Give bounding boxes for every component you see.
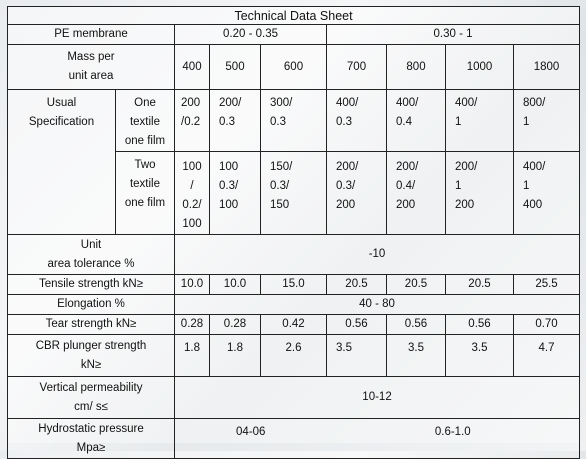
tensile-value: 20.5 — [387, 275, 446, 295]
mass-value: 400 — [175, 45, 210, 90]
tensile-label: Tensile strength kN≥ — [8, 275, 175, 295]
tear-value: 0.28 — [175, 315, 210, 335]
tensile-value: 20.5 — [327, 275, 387, 295]
tear-label: Tear strength kN≥ — [8, 315, 175, 335]
mass-value: 1000 — [446, 45, 514, 90]
two-textile-value: 200/ 0.3/ 200 — [327, 152, 387, 235]
page-title: Technical Data Sheet — [8, 7, 580, 25]
cbr-value: 2.6 — [261, 335, 327, 377]
vertical-permeability-label: Vertical permeability cm/ s≤ — [8, 377, 175, 419]
unit-tolerance-label: Unit area tolerance % — [8, 235, 175, 275]
usual-spec-label: Usual Specification — [8, 90, 116, 235]
cbr-value: 4.7 — [514, 335, 580, 377]
one-textile-value: 200 /0.2 — [175, 90, 210, 152]
hydrostatic-value-high: 0.6-1.0 — [327, 419, 580, 459]
tensile-value: 20.5 — [446, 275, 514, 295]
data-table — [7, 6, 580, 459]
hydrostatic-label: Hydrostatic pressure Mpa≥ — [8, 419, 175, 459]
two-textile-value: 150/ 0.3/ 150 — [261, 152, 327, 235]
tensile-value: 10.0 — [175, 275, 210, 295]
cbr-value: 3.5 — [327, 335, 387, 377]
tear-value: 0.42 — [261, 315, 327, 335]
cbr-label: CBR plunger strength kN≥ — [8, 335, 175, 377]
pe-membrane-label: PE membrane — [8, 25, 175, 45]
elongation-value: 40 - 80 — [175, 295, 580, 315]
vertical-permeability-value: 10-12 — [175, 377, 580, 419]
mass-value: 500 — [210, 45, 261, 90]
tear-value: 0.56 — [387, 315, 446, 335]
pe-range-high: 0.30 - 1 — [327, 25, 580, 45]
elongation-label: Elongation % — [8, 295, 175, 315]
technical-data-sheet — [7, 6, 579, 454]
tensile-value: 15.0 — [261, 275, 327, 295]
one-textile-value: 400/ 1 — [446, 90, 514, 152]
pe-range-low: 0.20 - 0.35 — [175, 25, 327, 45]
one-textile-value: 400/ 0.3 — [327, 90, 387, 152]
tear-value: 0.70 — [514, 315, 580, 335]
two-textile-value: 200/ 0.4/ 200 — [387, 152, 446, 235]
two-textile-value: 200/ 1 200 — [446, 152, 514, 235]
two-textile-value: 100 / 0.2/ 100 — [175, 152, 210, 235]
one-textile-value: 300/ 0.3 — [261, 90, 327, 152]
two-textile-value: 100 0.3/ 100 — [210, 152, 261, 235]
tear-value: 0.56 — [446, 315, 514, 335]
one-textile-label: One textile one film — [116, 90, 175, 152]
one-textile-value: 800/ 1 — [514, 90, 580, 152]
cbr-value: 1.8 — [175, 335, 210, 377]
two-textile-value: 400/ 1 400 — [514, 152, 580, 235]
one-textile-value: 200/ 0.3 — [210, 90, 261, 152]
mass-value: 600 — [261, 45, 327, 90]
cbr-value: 1.8 — [210, 335, 261, 377]
tear-value: 0.28 — [210, 315, 261, 335]
mass-value: 1800 — [514, 45, 580, 90]
tensile-value: 10.0 — [210, 275, 261, 295]
tear-value: 0.56 — [327, 315, 387, 335]
mass-value: 800 — [387, 45, 446, 90]
mass-value: 700 — [327, 45, 387, 90]
tensile-value: 25.5 — [514, 275, 580, 295]
one-textile-value: 400/ 0.4 — [387, 90, 446, 152]
cbr-value: 3.5 — [446, 335, 514, 377]
unit-tolerance-value: -10 — [175, 235, 580, 275]
hydrostatic-value-low: 04-06 — [175, 419, 327, 459]
cbr-value: 3.5 — [387, 335, 446, 377]
mass-label: Mass per unit area — [8, 45, 175, 90]
two-textile-label: Two textile one film — [116, 152, 175, 235]
